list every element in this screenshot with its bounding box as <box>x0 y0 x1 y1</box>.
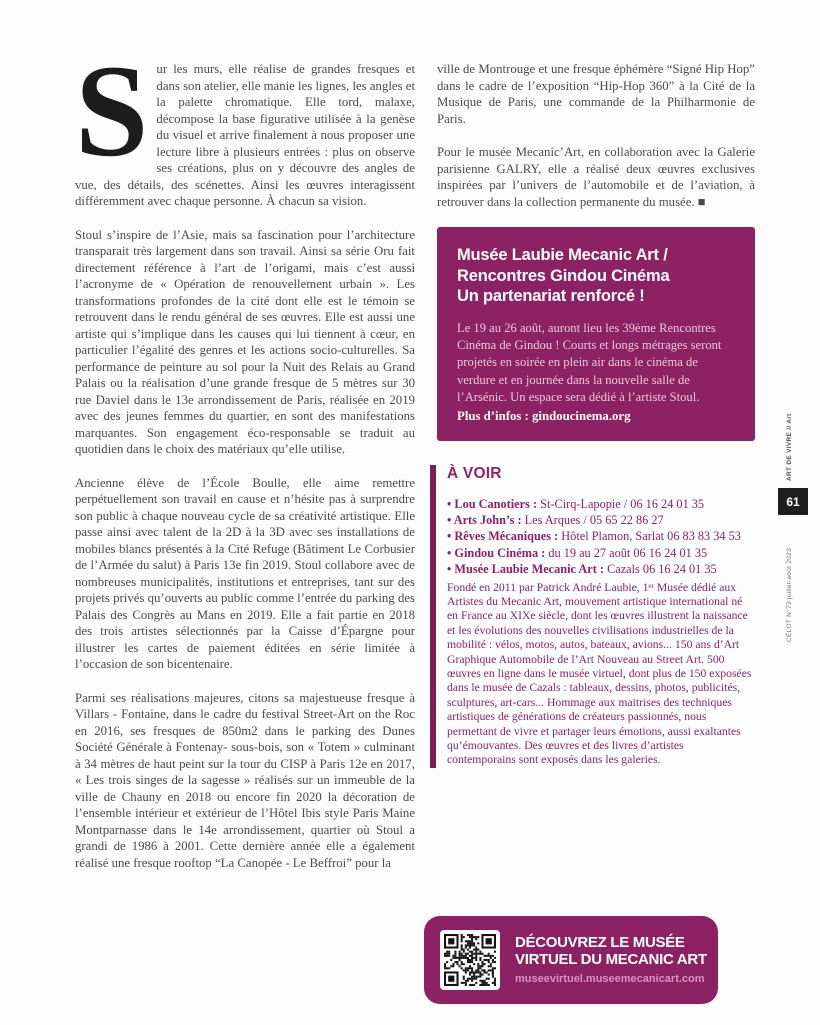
a-voir-section <box>430 465 755 768</box>
list-item <box>447 561 755 577</box>
paragraph: Stoul s’inspire de l’Asie, mais sa fascination pour l’architecture transparait très largement dans son travail. Ainsi sa série Oru fait directement référence à l’art de l’origami, mais c’est aussi l’acronyme de « Opération de renouvellement urbain ». Les transformations profondes de la cité dont elle est le témoin se retrouvent dans le rendu général de ses œuvres. Elle est aussi une artiste qui s’implique dans les causes qui lui tiennent à cœur, en particulier l’égalité des genres et les actions socio-culturelles. Sa performance de peinture au sol pour la Nuit des Relais au Grand Palais ou la réalisation d’une grande fresque de 5 mètres sur 30 rue Daviel dans le 13e arrondissement de Paris, réalisée en 2019 avec des jeunes femmes du quartier, en sont des manifestations marquantes. Son engagement éco-responsable se traduit au quotidien dans le choix des matériaux qu’elle utilise. <box>75 227 415 456</box>
page-number-badge: 61 <box>778 488 808 515</box>
venue-detail: du 19 au 27 août 06 16 24 01 35 <box>548 545 708 560</box>
paragraph: Parmi ses réalisations majeures, citons sa majestueuse fresque à Villars - Fontaine, dans le cadre du festival Street-Art on the Roc en 2016, ses fresques de 850m2 dans le parking des Dunes Société Générale à Fontenay- sous-bois, son « Totem » culminant à 34 mètres de haut peint sur la tour du CISP à Paris 12e en 2017, « Les trois singes de la sagesse » réalisés sur un immeuble de la ville de Chauny en 2018 ou encore fin 2020 la décoration de l’ensemble intérieur et extérieur de l’Hôtel Ibis style Paris Maine Montparnasse dans le 14e arrondissement, quartier où Stoul a grandi de 1986 à 2001. Cette dernière année elle a également réalisé une fresque rooftop “La Canopée - Le Beffroi” pour la <box>75 690 415 870</box>
venue-detail: Hôtel Plamon, Sarlat 06 83 83 34 53 <box>561 529 741 544</box>
qr-banner-text <box>515 935 707 985</box>
paragraph: Ancienne élève de l’École Boulle, elle aime remettre perpétuellement son travail en cause et n’hésite pas à surprendre son public à chaque nouveau cycle de sa créativité artistique. Elle passe ainsi avec talent de la 2D à la 3D avec ses installations de mobiles blancs présentés à la Cité Refuge (Bâtiment Le Corbusier de l’Armée du salut) à Paris 13e fin 2019. Stoul collabore avec de nombreuses municipalités, institutions et entreprises, tant sur des projets privés qu’ouverts au public comme l’entrée du parking des Palais des Congrès au Mans en 2019. Elle a fait partie en 2018 des trois artistes sélectionnés par la Caisse d’Épargne pour illustrer les cartes de paiement éditées en série limitée à l’occasion de son bicentenaire. <box>75 475 415 671</box>
drop-cap: S <box>75 37 147 184</box>
qr-banner-title <box>515 935 707 969</box>
venue-detail: Cazals 06 16 24 01 35 <box>607 562 717 577</box>
promo-title <box>457 245 735 307</box>
paragraph-text: ur les murs, elle réalise de grandes fresques et dans son atelier, elle manie les lignes, les angles et la palette chromatique. Elle tord, malaxe, décompose la base figurative utilisée à la genèse du visuel et arrive finalement à nous proposer une lecture libre à plusieurs entrées : plus on observe ses créations, plus on y découvre des angles de vue, des détails, des scénettes. Ainsi les œuvres interagissent différemment avec chaque personne. À chacun sa vision. <box>75 62 415 208</box>
promo-title-line: Musée Laubie Mecanic Art / <box>457 246 668 264</box>
list-item <box>447 496 755 512</box>
promo-title-line: Rencontres Gindou Cinéma <box>457 266 670 285</box>
virtual-museum-banner <box>424 916 718 1004</box>
venue-detail: Les Arques / 05 65 22 86 27 <box>524 512 664 527</box>
section-label: ART DE VIVRE // Art <box>786 413 793 481</box>
promo-body: Le 19 au 26 août, auront lieu les 39ème Rencontres Cinéma de Gindou ! Courts et longs métrages seront projetés en soirée en plein air dans le cinéma de verdure et en journée dans la nouvelle salle de l’Arsénic. Un espace sera dédié à l’artiste Stoul. <box>457 320 722 405</box>
qr-banner-title-line: VIRTUEL DU MECANIC ART <box>515 951 707 968</box>
museum-description: Fondé en 2011 par Patrick André Laubie, 1ᵉʳ Musée dédié aux Artistes du Mecanic Art, mouvement artistique international né en France au XIXe siècle, dont les œuvres illustrent la naissance et les évolutions des nouvelles civilisations industrielles de la mobilité : vélos, motos, autos, bateaux, avions... 150 ans d’Art Graphique Automobile de l’Art Nouveau au Street Art. 500 œuvres en ligne dans le musée virtuel, dont plus de 150 exposées dans le musée de Cazals : tableaux, dessins, photos, publicités, sculptures, art-cars... Hommage aux maitrises des techniques artistiques de générations de créateurs passionnés, nous permettant de vivre et partager leurs émotions, aussi exaltantes qu’émouvantes. Des œuvres et des livres d’artistes contemporains sont exposés dans les galeries. <box>447 580 752 767</box>
qr-code-icon <box>440 930 500 990</box>
partnership-announcement-box <box>437 227 755 441</box>
venue-detail: St-Cirq-Lapopie / 06 16 24 01 35 <box>540 496 705 511</box>
venue-name: Arts John’s : <box>454 513 525 527</box>
paragraph: ville de Montrouge et une fresque éphémère “Signé Hip Hop” dans le cadre de l’exposition “Hip-Hop 360” à la Cité de la Musique de Paris, une commande de la Philharmonie de Paris. <box>437 62 755 126</box>
venue-name: Gindou Cinéma : <box>454 546 548 560</box>
venue-name: Musée Laubie Mecanic Art : <box>454 562 607 576</box>
list-item <box>447 528 755 544</box>
venue-name: Rêves Mécaniques : <box>454 529 561 543</box>
a-voir-list <box>447 496 755 578</box>
venue-name: Lou Canotiers : <box>454 497 540 511</box>
list-item <box>447 512 755 528</box>
list-item <box>447 545 755 561</box>
promo-more-info: Plus d’infos : gindoucinema.org <box>457 408 631 423</box>
article-right-column <box>430 61 755 768</box>
issue-label: CÉLOT N°73 juillet-août 2023 <box>786 548 793 642</box>
promo-title-line: Un partenariat renforcé ! <box>457 287 645 305</box>
qr-banner-url: museevirtuel.museemecanicart.com <box>515 972 705 985</box>
article-left-column <box>75 37 415 888</box>
paragraph: Pour le musée Mecanic’Art, en collaboration avec la Galerie parisienne GALRY, elle a réalisé deux œuvres exclusives inspirées par l’univers de l’automobile et de l’aviation, à retrouver dans la collection permanente du musée. ■ <box>437 145 755 209</box>
qr-banner-title-line: DÉCOUVREZ LE MUSÉE <box>515 934 685 952</box>
a-voir-heading: À VOIR <box>447 464 502 482</box>
paragraph <box>75 37 415 210</box>
